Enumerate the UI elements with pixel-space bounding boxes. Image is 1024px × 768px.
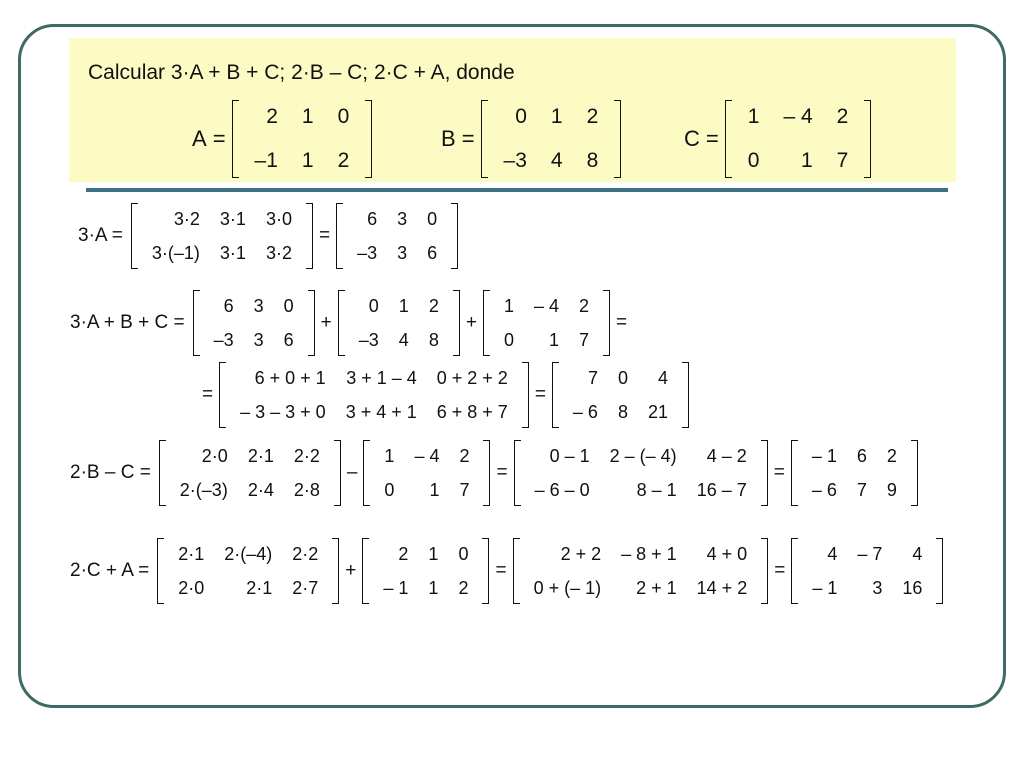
operator-sign: = <box>318 225 331 246</box>
operator-sign: + <box>465 312 477 333</box>
matrix-cell: 6 <box>283 330 294 350</box>
right-bracket <box>864 100 871 178</box>
right-bracket <box>334 440 341 506</box>
operator-sign: = <box>774 560 786 581</box>
matrix-cell: 0 + (– 1) <box>533 578 602 598</box>
matrix-grid <box>226 362 522 428</box>
matrix-cell: 8 <box>617 402 628 422</box>
matrix-grid <box>521 440 761 506</box>
matrix-cell: 2 <box>266 105 278 128</box>
matrix-grid <box>798 440 911 506</box>
matrix-cell: – 7 <box>857 544 883 564</box>
right-bracket <box>482 538 489 604</box>
matrix-cell: –3 <box>213 330 234 350</box>
matrix-grid <box>345 290 453 356</box>
matrix-cell: 2·4 <box>247 480 274 500</box>
problem-title: Calcular 3·A + B + C; 2·B – C; 2·C + A, donde <box>88 61 515 84</box>
matrix-cell: 6 + 8 + 7 <box>436 402 508 422</box>
matrix-cell: 1 <box>548 330 559 350</box>
matrix-cell: 3·0 <box>265 209 292 229</box>
matrix-cell: 2·0 <box>178 578 205 598</box>
line-2C-plus-A <box>70 538 943 604</box>
matrix-cell: – 1 <box>812 578 838 598</box>
equals-sign: = <box>212 126 226 151</box>
right-bracket <box>522 362 529 428</box>
left-bracket <box>336 203 343 269</box>
left-bracket <box>791 538 798 604</box>
matrix-cell: 0 <box>458 544 469 564</box>
matrix-cell: 2·1 <box>246 578 273 598</box>
matrix <box>336 203 458 269</box>
line-3A-plus-B-plus-C-result <box>196 362 689 428</box>
right-bracket <box>936 538 943 604</box>
matrix-cell: 4 <box>550 149 563 172</box>
matrix-cell: 2·1 <box>247 446 274 466</box>
matrix-cell: 7 <box>459 480 470 500</box>
matrix <box>338 290 460 356</box>
matrix-cell: 1 <box>503 296 514 316</box>
right-bracket <box>603 290 610 356</box>
expression-label: 2·B – C = <box>70 462 151 483</box>
matrix <box>232 100 373 178</box>
matrix-cell: 6 + 0 + 1 <box>254 368 326 388</box>
left-bracket <box>338 290 345 356</box>
matrix-cell: 3 <box>253 330 264 350</box>
matrix-cell: 2·0 <box>201 446 228 466</box>
left-bracket <box>725 100 732 178</box>
left-bracket <box>362 538 369 604</box>
matrix-cell: 3 <box>397 209 408 229</box>
matrix-cell: – 6 <box>572 402 598 422</box>
left-bracket <box>131 203 138 269</box>
line-2B-minus-C <box>70 440 918 506</box>
matrix <box>193 290 315 356</box>
matrix-cell: 2·2 <box>293 446 320 466</box>
matrix <box>362 538 489 604</box>
matrix-cell: – 8 + 1 <box>621 544 677 564</box>
equals-sign: = <box>461 126 475 151</box>
matrix-cell: 3 <box>872 578 883 598</box>
matrix-label: B <box>441 126 456 151</box>
matrix-label: A <box>192 126 207 151</box>
matrix-cell: 6 <box>427 243 438 263</box>
left-bracket <box>219 362 226 428</box>
right-bracket <box>451 203 458 269</box>
left-bracket <box>193 290 200 356</box>
matrix-cell: 2·7 <box>292 578 319 598</box>
matrix-cell: 7 <box>578 330 589 350</box>
matrix-cell: 16 – 7 <box>696 480 747 500</box>
operator-sign: = <box>534 384 546 405</box>
matrix-cell: – 4 <box>533 296 559 316</box>
matrix <box>159 440 341 506</box>
left-bracket <box>481 100 488 178</box>
matrix-cell: 4 <box>398 330 409 350</box>
matrix <box>725 100 872 178</box>
matrix-cell: –1 <box>254 149 278 172</box>
matrix-cell: 2 <box>428 296 439 316</box>
line-3A-plus-B-plus-C <box>70 290 633 356</box>
operator-sign: = <box>773 462 785 483</box>
right-bracket <box>306 203 313 269</box>
matrix-cell: 4 <box>912 544 923 564</box>
matrix-cell: 3·2 <box>265 243 292 263</box>
matrix-cell: – 6 – 0 <box>534 480 590 500</box>
matrix <box>483 290 610 356</box>
matrix-cell: 6 <box>367 209 378 229</box>
matrix-cell: 1 <box>301 149 314 172</box>
operator-sign: = <box>495 560 507 581</box>
matrix-cell: 2·2 <box>292 544 319 564</box>
matrix <box>552 362 689 428</box>
matrix-cell: 0 <box>617 368 628 388</box>
matrix-cell: 2 <box>836 105 849 128</box>
matrix-cell: 3·2 <box>173 209 200 229</box>
matrix-cell: 0 <box>384 480 395 500</box>
matrix-grid <box>138 203 306 269</box>
matrix-cell: 0 <box>427 209 438 229</box>
right-bracket <box>761 538 768 604</box>
operator-sign: = <box>616 312 628 333</box>
matrix-cell: 8 <box>586 149 599 172</box>
operator-sign: = <box>202 384 214 405</box>
matrix-cell: – 4 <box>414 446 440 466</box>
matrix-cell: 1 <box>747 105 760 128</box>
matrix-cell: 1 <box>550 105 563 128</box>
matrix-cell: 2 – (– 4) <box>609 446 677 466</box>
matrix-grid <box>239 100 366 178</box>
left-bracket <box>552 362 559 428</box>
matrix-cell: –3 <box>358 330 379 350</box>
operator-sign: = <box>496 462 508 483</box>
matrix-cell: 16 <box>902 578 923 598</box>
matrix-grid <box>732 100 865 178</box>
matrix-cell: 2 <box>886 446 897 466</box>
matrix-cell: 1 <box>301 105 314 128</box>
matrix-cell: 2·1 <box>178 544 205 564</box>
matrix-grid <box>369 538 482 604</box>
matrix-cell: 3 <box>253 296 264 316</box>
matrix-cell: 1 <box>428 544 439 564</box>
matrix <box>514 440 768 506</box>
matrix-cell: 21 <box>647 402 668 422</box>
left-bracket <box>363 440 370 506</box>
matrix-cell: 3·1 <box>219 243 246 263</box>
expression-label: 2·C + A = <box>70 560 150 581</box>
matrix-cell: 4 + 0 <box>706 544 748 564</box>
matrix-cell: 2·8 <box>293 480 320 500</box>
matrix-cell: 0 + 2 + 2 <box>436 368 508 388</box>
matrix-cell: 4 – 2 <box>706 446 747 466</box>
matrix-cell: 3·(–1) <box>151 243 200 263</box>
matrix-cell: – 6 <box>811 480 837 500</box>
definition-A <box>192 100 372 178</box>
definition-C <box>684 100 871 178</box>
matrix <box>157 538 339 604</box>
matrix-cell: 0 <box>747 149 760 172</box>
matrix-cell: 2 <box>586 105 599 128</box>
matrix-cell: 1 <box>800 149 813 172</box>
right-bracket <box>332 538 339 604</box>
expression-label: 3·A + B + C = <box>70 312 185 333</box>
matrix-grid <box>559 362 682 428</box>
matrix-cell: 1 <box>428 578 439 598</box>
matrix-cell: 9 <box>886 480 897 500</box>
right-bracket <box>453 290 460 356</box>
right-bracket <box>308 290 315 356</box>
matrix-cell: 4 <box>657 368 668 388</box>
operator-sign: + <box>320 312 332 333</box>
matrix-cell: 2 <box>578 296 589 316</box>
matrix-cell: 6 <box>223 296 234 316</box>
matrix-grid <box>520 538 762 604</box>
matrix-cell: 2 <box>398 544 409 564</box>
divider-rule <box>86 188 948 192</box>
left-bracket <box>157 538 164 604</box>
matrix-cell: – 3 – 3 + 0 <box>240 402 326 422</box>
matrix-grid <box>488 100 615 178</box>
line-3A <box>78 203 458 269</box>
matrix-grid <box>343 203 451 269</box>
matrix-cell: 2·(–4) <box>224 544 273 564</box>
matrix-grid <box>370 440 483 506</box>
matrix-cell: – 1 <box>811 446 837 466</box>
right-bracket <box>483 440 490 506</box>
right-bracket <box>761 440 768 506</box>
matrix-cell: 7 <box>836 149 849 172</box>
matrix-cell: 0 <box>515 105 527 128</box>
left-bracket <box>513 538 520 604</box>
matrix-grid <box>164 538 332 604</box>
matrix-grid <box>166 440 334 506</box>
matrix-grid <box>798 538 936 604</box>
matrix-cell: 2 + 1 <box>636 578 677 598</box>
matrix-grid <box>200 290 308 356</box>
matrix-cell: 8 – 1 <box>636 480 677 500</box>
matrix-cell: 1 <box>429 480 440 500</box>
matrix <box>219 362 529 428</box>
matrix <box>481 100 622 178</box>
matrix-cell: – 4 <box>783 105 813 128</box>
right-bracket <box>365 100 372 178</box>
right-bracket <box>682 362 689 428</box>
left-bracket <box>232 100 239 178</box>
matrix-cell: 2 <box>458 578 469 598</box>
left-bracket <box>159 440 166 506</box>
matrix-cell: 7 <box>587 368 598 388</box>
matrix-label: C <box>684 126 700 151</box>
matrix-cell: 6 <box>856 446 867 466</box>
matrix-cell: 3·1 <box>219 209 246 229</box>
right-bracket <box>911 440 918 506</box>
matrix <box>513 538 769 604</box>
left-bracket <box>791 440 798 506</box>
matrix-cell: 7 <box>856 480 867 500</box>
matrix <box>363 440 490 506</box>
matrix-cell: 0 – 1 <box>549 446 590 466</box>
matrix-grid <box>490 290 603 356</box>
matrix-cell: 0 <box>368 296 379 316</box>
equals-sign: = <box>705 126 719 151</box>
matrix-cell: 2 <box>337 149 350 172</box>
matrix-cell: 14 + 2 <box>696 578 748 598</box>
matrix <box>791 440 918 506</box>
operator-sign: + <box>345 560 357 581</box>
expression-label: 3·A = <box>78 225 123 246</box>
matrix-cell: 8 <box>428 330 439 350</box>
matrix-cell: 1 <box>384 446 395 466</box>
matrix-cell: 2 <box>459 446 470 466</box>
definition-B <box>441 100 621 178</box>
matrix-cell: 0 <box>503 330 514 350</box>
matrix-cell: 0 <box>283 296 294 316</box>
matrix-cell: 1 <box>398 296 409 316</box>
matrix-cell: 2·(–3) <box>179 480 228 500</box>
matrix-cell: 3 + 4 + 1 <box>345 402 417 422</box>
matrix-cell: –3 <box>357 243 378 263</box>
matrix-cell: 2 + 2 <box>560 544 602 564</box>
left-bracket <box>514 440 521 506</box>
matrix-cell: 0 <box>337 105 350 128</box>
matrix-cell: –3 <box>503 149 527 172</box>
right-bracket <box>614 100 621 178</box>
matrix-cell: – 1 <box>383 578 409 598</box>
matrix <box>131 203 313 269</box>
matrix-cell: 3 + 1 – 4 <box>346 368 417 388</box>
matrix-cell: 4 <box>827 544 838 564</box>
left-bracket <box>483 290 490 356</box>
operator-sign: – <box>346 462 358 483</box>
matrix-cell: 3 <box>397 243 408 263</box>
matrix <box>791 538 943 604</box>
